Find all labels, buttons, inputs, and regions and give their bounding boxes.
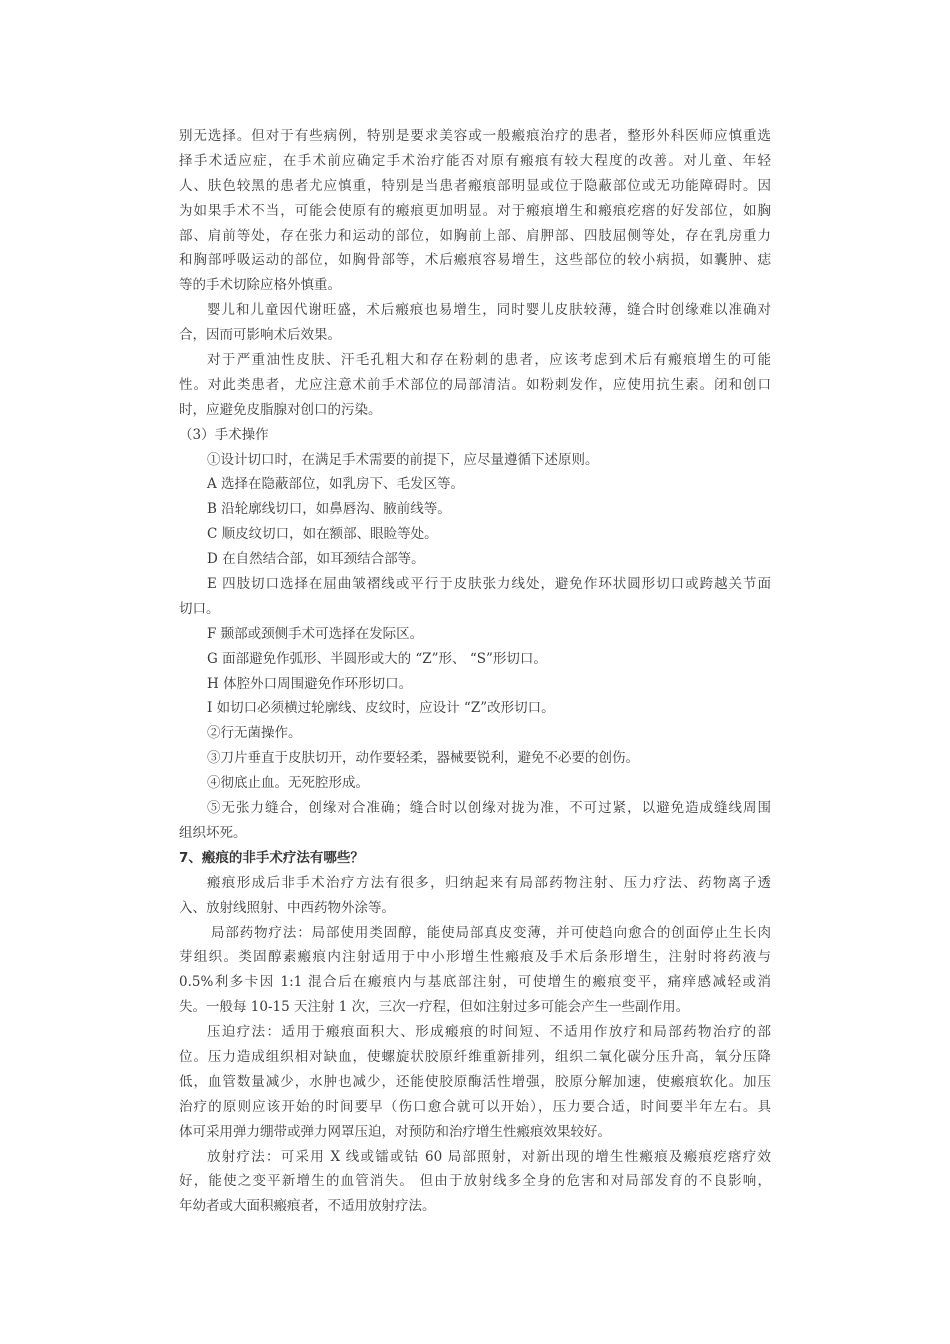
text-line: 和胸部呼吸运动的部位，如胸骨部等，术后瘢痕容易增生，这些部位的较小病损，如囊肿、痣 [179, 252, 771, 269]
text-line: G 面部避免作弧形、半圆形或大的 “Z”形、 “S”形切口。 [207, 650, 547, 667]
text-line: 放射疗法：可采用 X 线或镭或钴 60 局部照射，对新出现的增生性瘢痕及瘢痕疙瘩疗效 [207, 1148, 771, 1165]
text-line: 压迫疗法：适用于瘢痕面积大、形成瘢痕的时间短、不适用作放疗和局部药物治疗的部 [207, 1024, 771, 1041]
text-line: ②行无菌操作。 [207, 725, 302, 742]
text-line: 年幼者或大面积瘢痕者，不适用放射疗法。 [179, 1198, 436, 1215]
text-line: 部、肩前等处，存在张力和运动的部位，如胸前上部、肩胛部、四肢屈侧等处，存在乳房重力 [179, 227, 771, 244]
text-line: （3）手术操作 [179, 426, 269, 443]
text-line: 位。压力造成组织相对缺血，使螺旋状胶原纤维重新排列，组织二氧化碳分压升高，氧分压降 [179, 1048, 771, 1065]
text-line: 治疗的原则应该开始的时间要早（伤口愈合就可以开始），压力要合适，时间要半年左右。具 [179, 1098, 771, 1115]
text-line: 切口。 [179, 600, 220, 617]
text-line: 别无选择。但对于有些病例，特别是要求美容或一般瘢痕治疗的患者，整形外科医师应慎重选 [179, 128, 771, 144]
text-line: 为如果手术不当，可能会使原有的瘢痕更加明显。对于瘢痕增生和瘢痕疙瘩的好发部位，如胸 [179, 202, 771, 219]
text-line: 失。一般每 10-15 天注射 1 次，三次一疗程，但如注射过多可能会产生一些副作用。 [179, 999, 690, 1016]
text-line: 性。对此类患者，尤应注意术前手术部位的局部清洁。如粉刺发作，应使用抗生素。闭和创口 [179, 376, 771, 393]
text-line: 对于严重油性皮肤、汗毛孔粗大和存在粉刺的患者，应该考虑到术后有瘢痕增生的可能 [207, 352, 771, 369]
text-line: 芽组织。类固醇素瘢痕内注射适用于中小形增生性瘢痕及手术后条形增生，注射时将药液与 [179, 949, 771, 966]
text-line: 低，血管数量减少，水肿也减少，还能使胶原酶活性增强，胶原分解加速，使瘢痕软化。加压 [179, 1073, 771, 1090]
text-line: 0.5%利多卡因 1:1 混合后在瘢痕内与基底部注射，可使增生的瘢痕变平，痛痒感减轻或消 [179, 974, 771, 991]
text-line: 入、放射线照射、中西药物外涂等。 [179, 899, 395, 916]
text-line: 等的手术切除应格外慎重。 [179, 277, 341, 294]
text-line: B 沿轮廓线切口，如鼻唇沟、腋前线等。 [207, 501, 451, 518]
text-line: E 四肢切口选择在屈曲皱褶线或平行于皮肤张力线处，避免作环状圆形切口或跨越关节面 [207, 576, 771, 593]
text-line: 好，能使之变平新增生的血管消失。 但由于放射线多全身的危害和对局部发育的不良影响， [179, 1173, 771, 1190]
text-line: A 选择在隐蔽部位，如乳房下、毛发区等。 [207, 476, 465, 493]
text-line: 时，应避免皮脂腺对创口的污染。 [179, 401, 382, 418]
text-line: 体可采用弹力绷带或弹力网罩压迫，对预防和治疗增生性瘢痕效果较好。 [179, 1123, 611, 1140]
text-line: ④彻底止血。无死腔形成。 [207, 775, 369, 792]
text-line: 瘢痕形成后非手术治疗方法有很多，归纳起来有局部药物注射、压力疗法、药物离子透 [207, 874, 771, 891]
text-line: 择手术适应症，在手术前应确定手术治疗能否对原有瘢痕有较大程度的改善。对儿童、年轻 [179, 152, 771, 169]
section-heading: 7、瘢痕的非手术疗法有哪些？ [179, 849, 364, 866]
text-line: 人、肤色较黑的患者尤应慎重，特别是当患者瘢痕部明显或位于隐蔽部位或无功能障碍时。因 [179, 177, 771, 194]
text-line: ①设计切口时，在满足手术需要的前提下，应尽量遵循下述原则。 [207, 451, 599, 468]
text-line: 组织坏死。 [179, 824, 247, 841]
text-line: ③刀片垂直于皮肤切开，动作要轻柔，器械要锐利，避免不必要的创伤。 [207, 750, 639, 767]
text-line: I 如切口必须横过轮廓线、皮纹时，应设计 “Z”改形切口。 [207, 700, 555, 717]
text-line: 合，因而可影响术后效果。 [179, 327, 341, 344]
text-line: ⑤无张力缝合，创缘对合准确；缝合时以创缘对拢为准，不可过紧，以避免造成缝线周围 [207, 800, 771, 817]
text-line: H 体腔外口周围避免作环形切口。 [207, 675, 413, 692]
text-line: F 颞部或颈侧手术可选择在发际区。 [207, 625, 424, 642]
text-line: 婴儿和儿童因代谢旺盛，术后瘢痕也易增生，同时婴儿皮肤较薄，缝合时创缘难以准确对 [207, 302, 771, 319]
text-line: D 在自然结合部，如耳颈结合部等。 [207, 551, 425, 568]
text-line: 局部药物疗法：局部使用类固醇，能使局部真皮变薄，并可使趋向愈合的创面停止生长肉 [211, 924, 771, 941]
text-line: C 顺皮纹切口，如在额部、眼睑等处。 [207, 526, 438, 543]
document-body [179, 124, 771, 1219]
